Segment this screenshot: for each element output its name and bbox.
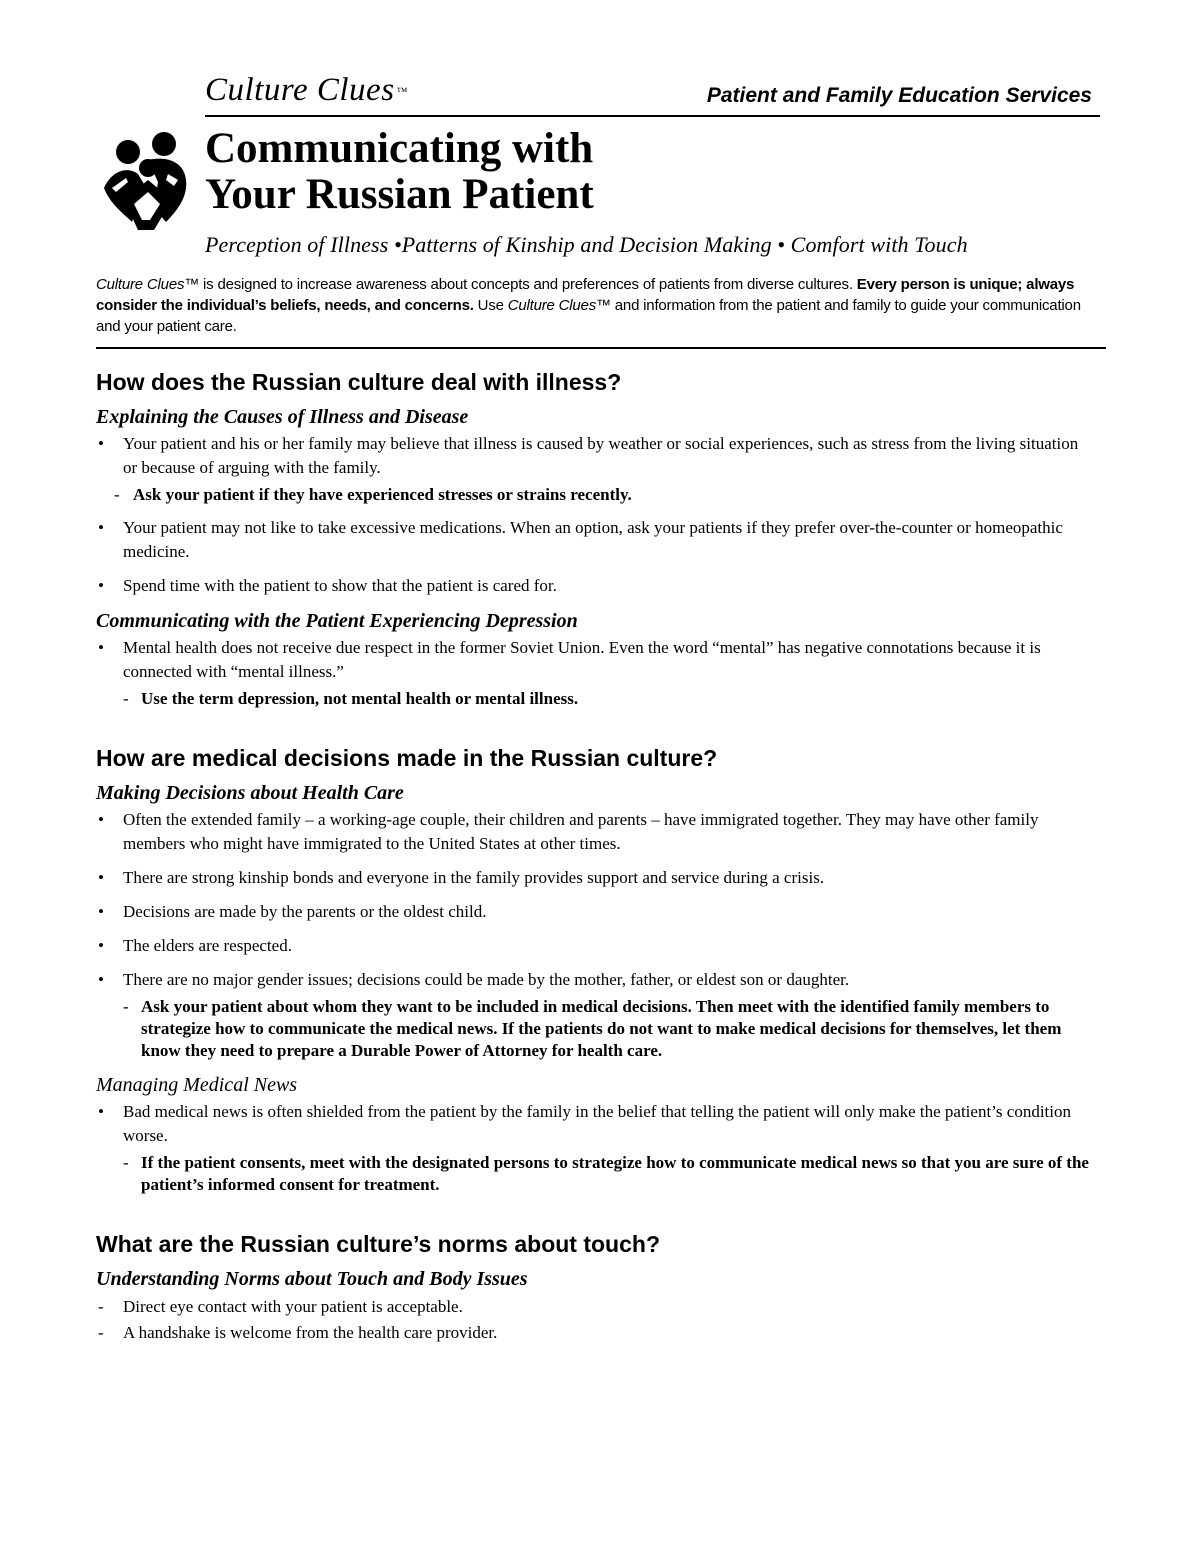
section-heading-illness: How does the Russian culture deal with illness? bbox=[96, 369, 622, 395]
title-line-1: Communicating with bbox=[205, 125, 594, 172]
document-title bbox=[205, 126, 594, 218]
subsection-heading-causes: Explaining the Causes of Illness and Disease bbox=[96, 406, 469, 428]
recommendation-item: - Ask your patient if they have experienced stresses or strains recently. bbox=[114, 485, 632, 504]
subsection-heading-touch-norms: Understanding Norms about Touch and Body Issues bbox=[96, 1268, 528, 1290]
list-item: • Often the extended family – a working-age couple, their children and parents – have immigrated together. They may have other family members who might have immigrated to the United States at other times. bbox=[98, 810, 1039, 853]
list-item: - Direct eye contact with your patient is acceptable. bbox=[98, 1297, 463, 1316]
list-item: • Mental health does not receive due respect in the former Soviet Union. Even the word “mental” has negative connotations because it is connected with “mental illness.” bbox=[98, 638, 1041, 681]
subsection-heading-depression: Communicating with the Patient Experiencing Depression bbox=[96, 610, 578, 632]
intro-paragraph: Culture Clues™ is designed to increase awareness about concepts and preferences of patients from diverse cultures. Every person is unique; always consider the individual’s beliefs, needs, and concerns. Use Culture Clues™ and information from the patient and family to guide your communication and your patient care. bbox=[96, 276, 1081, 335]
subsection-heading-medical-news: Managing Medical News bbox=[96, 1074, 298, 1096]
department-name: Patient and Family Education Services bbox=[706, 84, 1092, 107]
list-item: • Spend time with the patient to show that the patient is cared for. bbox=[98, 576, 557, 595]
list-item: • Your patient and his or her family may believe that illness is caused by weather or social experiences, such as stress from the living situation or because of arguing with the family. bbox=[98, 434, 1079, 477]
recommendation-item: - If the patient consents, meet with the designated persons to strategize how to communicate medical news so that you are sure of the patient’s informed consent for treatment. bbox=[123, 1153, 1089, 1194]
title-line-2: Your Russian Patient bbox=[205, 171, 594, 218]
list-item: • Your patient may not like to take excessive medications. When an option, ask your patients if they prefer over-the-counter or homeopathic medicine. bbox=[98, 518, 1063, 561]
list-item: • Bad medical news is often shielded from the patient by the family in the belief that telling the patient will only make the patient’s condition worse. bbox=[98, 1102, 1071, 1145]
section-spacer bbox=[96, 720, 1096, 736]
recommendation-item: - Ask your patient about whom they want to be included in medical decisions. Then meet with the identified family members to strategize how to communicate the medical news. If the patients do not want to make medical decisions for themselves, let them know they need to prepare a Durable Power of Attorney for health care. bbox=[123, 997, 1062, 1060]
recommendation-item: - Use the term depression, not mental health or mental illness. bbox=[123, 689, 579, 708]
family-group-icon bbox=[98, 130, 194, 234]
list-item: • There are strong kinship bonds and everyone in the family provides support and service during a crisis. bbox=[98, 868, 825, 887]
section-heading-touch: What are the Russian culture’s norms about touch? bbox=[96, 1231, 660, 1257]
brand-title: Culture Clues ™ bbox=[205, 72, 408, 108]
list-item: • The elders are respected. bbox=[98, 936, 292, 955]
list-item: - A handshake is welcome from the health care provider. bbox=[98, 1323, 498, 1342]
section-spacer bbox=[96, 1206, 1096, 1222]
intro-rule bbox=[96, 347, 1106, 349]
subsection-heading-health-care: Making Decisions about Health Care bbox=[96, 782, 404, 804]
list-item: • Decisions are made by the parents or the oldest child. bbox=[98, 902, 487, 921]
list-item: • There are no major gender issues; decisions could be made by the mother, father, or eldest son or daughter. bbox=[98, 970, 850, 989]
header-rule bbox=[205, 115, 1100, 117]
section-heading-decisions: How are medical decisions made in the Russian culture? bbox=[96, 745, 718, 771]
main-content bbox=[96, 360, 1096, 1346]
trademark-mark: ™ bbox=[396, 86, 408, 98]
topics-subtitle: Perception of Illness •Patterns of Kinship and Decision Making • Comfort with Touch bbox=[205, 232, 968, 257]
